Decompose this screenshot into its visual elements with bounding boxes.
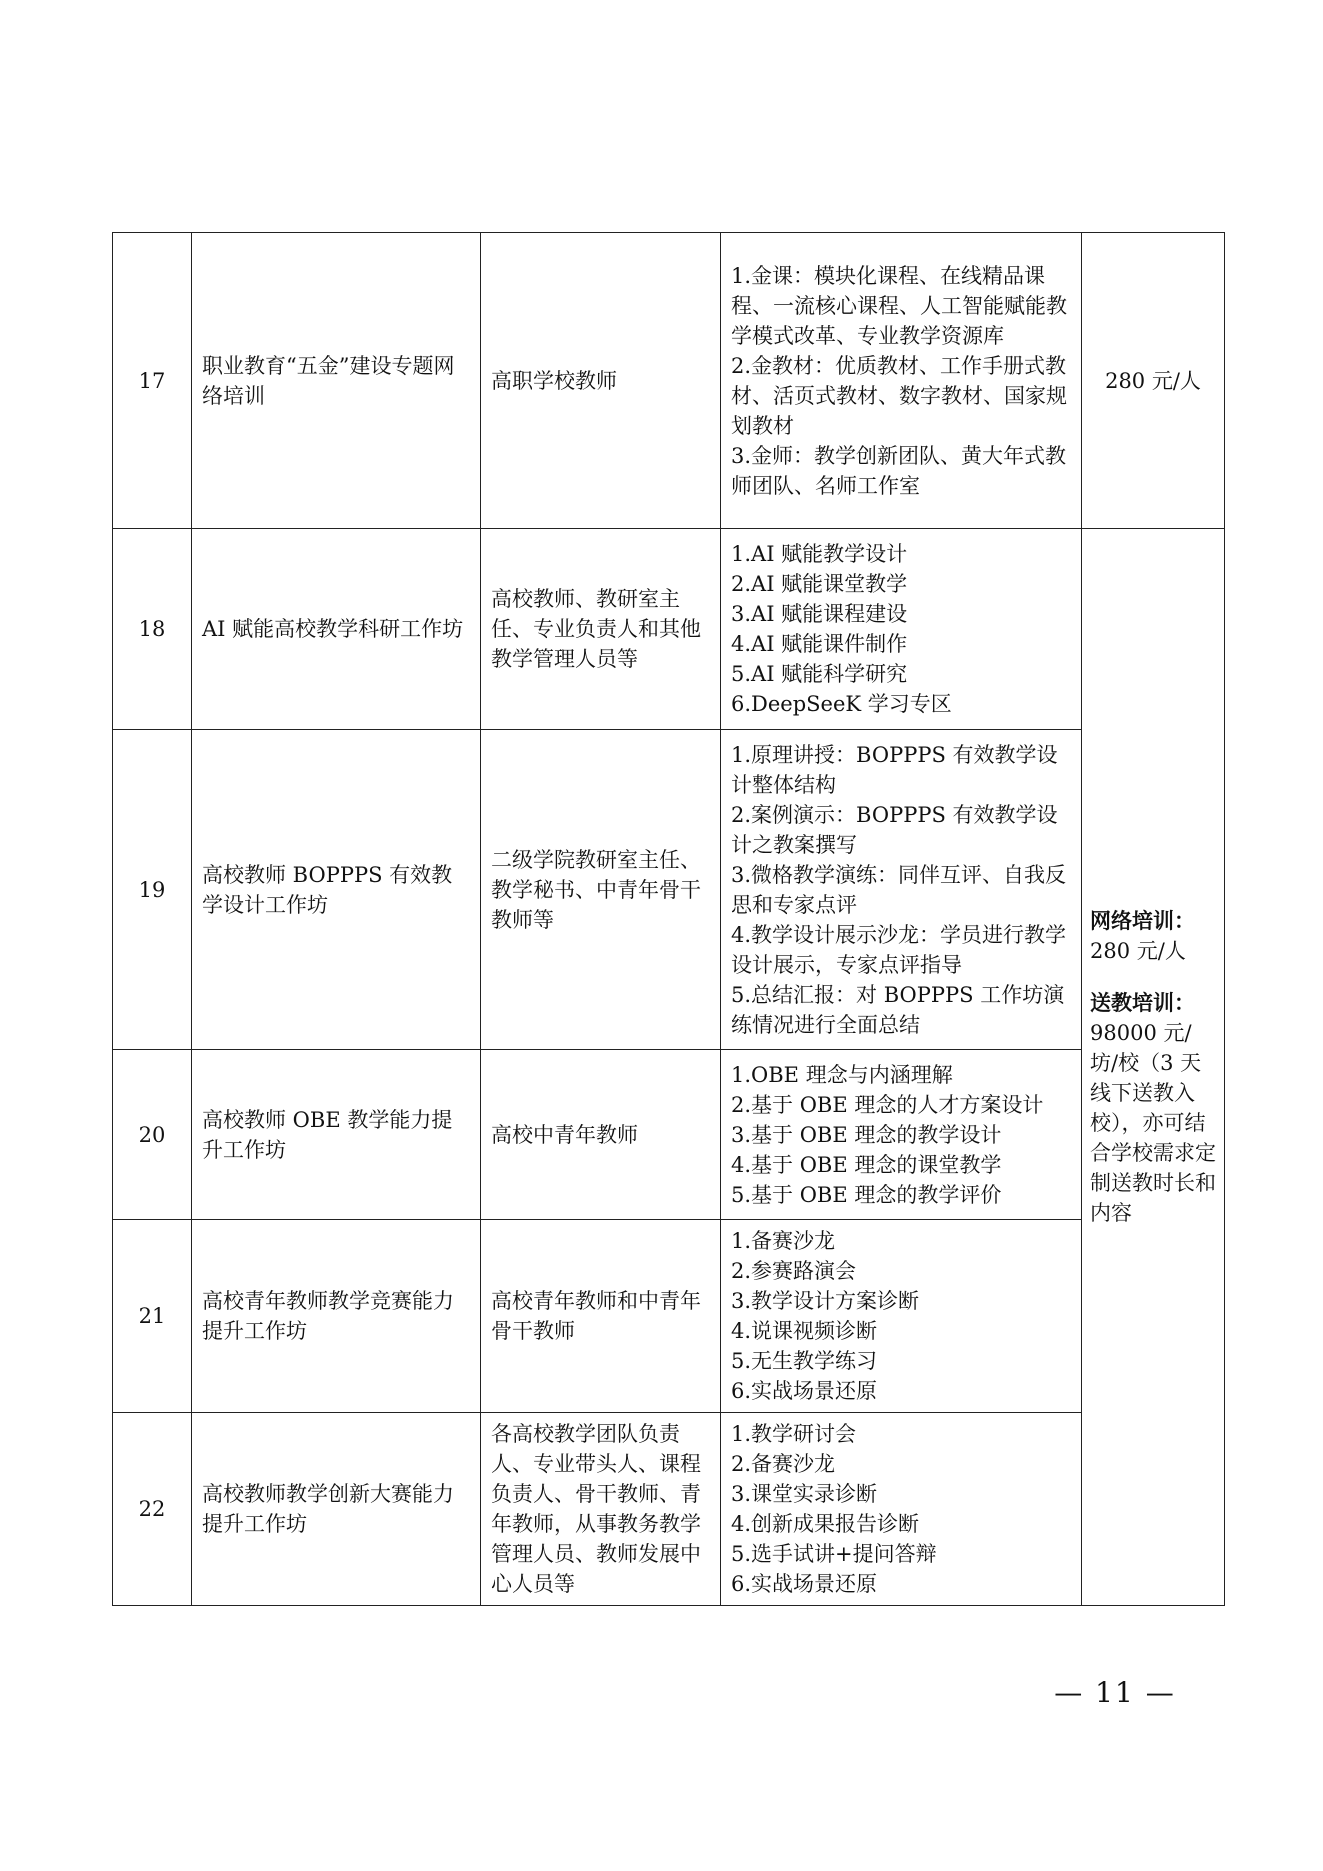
table-row <box>113 1220 1225 1413</box>
course-content <box>721 233 1082 529</box>
course-content <box>721 1050 1082 1220</box>
onsite-fee-label: 送教培训： <box>1090 990 1195 1015</box>
content-item: 4.创新成果报告诊断 <box>731 1512 920 1536</box>
content-item: 6.DeepSeeK 学习专区 <box>731 692 952 716</box>
content-item: 5.无生教学练习 <box>731 1349 878 1373</box>
target-audience: 高校中青年教师 <box>481 1050 721 1220</box>
target-audience: 高职学校教师 <box>481 233 721 529</box>
content-item: 3.金师：教学创新团队、黄大年式教师团队、名师工作室 <box>731 443 1067 498</box>
content-item: 5.总结汇报：对 BOPPPS 工作坊演练情况进行全面总结 <box>731 982 1065 1037</box>
content-item: 4.教学设计展示沙龙：学员进行教学设计展示，专家点评指导 <box>731 922 1067 977</box>
table-row <box>113 529 1225 730</box>
table-row <box>113 233 1225 529</box>
content-item: 5.基于 OBE 理念的教学评价 <box>731 1182 1002 1207</box>
table-row <box>113 1413 1225 1606</box>
target-audience: 高校青年教师和中青年骨干教师 <box>481 1220 721 1413</box>
target-audience: 二级学院教研室主任、教学秘书、中青年骨干教师等 <box>481 730 721 1050</box>
online-fee-value: 280 元/人 <box>1090 939 1186 963</box>
content-item: 2.案例演示：BOPPPS 有效教学设计之教案撰写 <box>731 802 1058 857</box>
training-table <box>112 232 1225 1606</box>
content-item: 1.原理讲授：BOPPPS 有效教学设计整体结构 <box>731 742 1058 797</box>
course-name: 高校青年教师教学竞赛能力提升工作坊 <box>192 1220 481 1413</box>
content-item: 3.基于 OBE 理念的教学设计 <box>731 1122 1002 1147</box>
course-content <box>721 730 1082 1050</box>
content-item: 3.微格教学演练：同伴互评、自我反思和专家点评 <box>731 862 1067 917</box>
content-item: 1.OBE 理念与内涵理解 <box>731 1062 953 1087</box>
row-number: 22 <box>113 1413 192 1606</box>
onsite-fee-value: 98000 元/坊/校（3 天线下送教入校），亦可结合学校需求定制送教时长和内容 <box>1090 1021 1216 1225</box>
course-fee: 280 元/人 <box>1082 233 1225 529</box>
row-number: 18 <box>113 529 192 730</box>
course-name: 高校教师 OBE 教学能力提升工作坊 <box>192 1050 481 1220</box>
content-item: 2.金教材：优质教材、工作手册式教材、活页式教材、数字教材、国家规划教材 <box>731 353 1067 438</box>
content-item: 4.说课视频诊断 <box>731 1319 878 1343</box>
content-item: 2.备赛沙龙 <box>731 1452 836 1476</box>
content-item: 3.AI 赋能课程建设 <box>731 602 908 626</box>
row-number: 21 <box>113 1220 192 1413</box>
content-item: 4.AI 赋能课件制作 <box>731 632 908 656</box>
content-item: 6.实战场景还原 <box>731 1379 878 1403</box>
content-item: 4.基于 OBE 理念的课堂教学 <box>731 1152 1002 1177</box>
course-name: 高校教师教学创新大赛能力提升工作坊 <box>192 1413 481 1606</box>
content-item: 3.课堂实录诊断 <box>731 1482 878 1506</box>
target-audience: 高校教师、教研室主任、专业负责人和其他教学管理人员等 <box>481 529 721 730</box>
table-row <box>113 1050 1225 1220</box>
row-number: 19 <box>113 730 192 1050</box>
content-item: 5.AI 赋能科学研究 <box>731 662 908 686</box>
content-item: 2.参赛路演会 <box>731 1259 857 1283</box>
content-item: 1.AI 赋能教学设计 <box>731 542 908 566</box>
content-item: 3.教学设计方案诊断 <box>731 1289 920 1313</box>
course-content <box>721 529 1082 730</box>
content-item: 2.基于 OBE 理念的人才方案设计 <box>731 1092 1044 1117</box>
content-item: 2.AI 赋能课堂教学 <box>731 572 908 596</box>
row-number: 20 <box>113 1050 192 1220</box>
course-name: 职业教育“五金”建设专题网络培训 <box>192 233 481 529</box>
course-name: 高校教师 BOPPPS 有效教学设计工作坊 <box>192 730 481 1050</box>
course-content <box>721 1413 1082 1606</box>
target-audience: 各高校教学团队负责人、专业带头人、课程负责人、骨干教师、青年教师，从事教务教学管理人员、教师发展中心人员等 <box>481 1413 721 1606</box>
course-content <box>721 1220 1082 1413</box>
content-item: 1.备赛沙龙 <box>731 1229 836 1253</box>
course-name: AI 赋能高校教学科研工作坊 <box>192 529 481 730</box>
content-item: 1.金课：模块化课程、在线精品课程、一流核心课程、人工智能赋能教学模式改革、专业教学资源库 <box>731 263 1067 348</box>
shared-fee-cell <box>1082 529 1225 1606</box>
content-item: 1.教学研讨会 <box>731 1422 857 1446</box>
page-number: — 11 — <box>1054 1676 1176 1709</box>
table-row <box>113 730 1225 1050</box>
online-fee-label: 网络培训： <box>1090 908 1195 933</box>
content-item: 5.选手试讲+提问答辩 <box>731 1542 937 1566</box>
row-number: 17 <box>113 233 192 529</box>
content-item: 6.实战场景还原 <box>731 1572 878 1596</box>
